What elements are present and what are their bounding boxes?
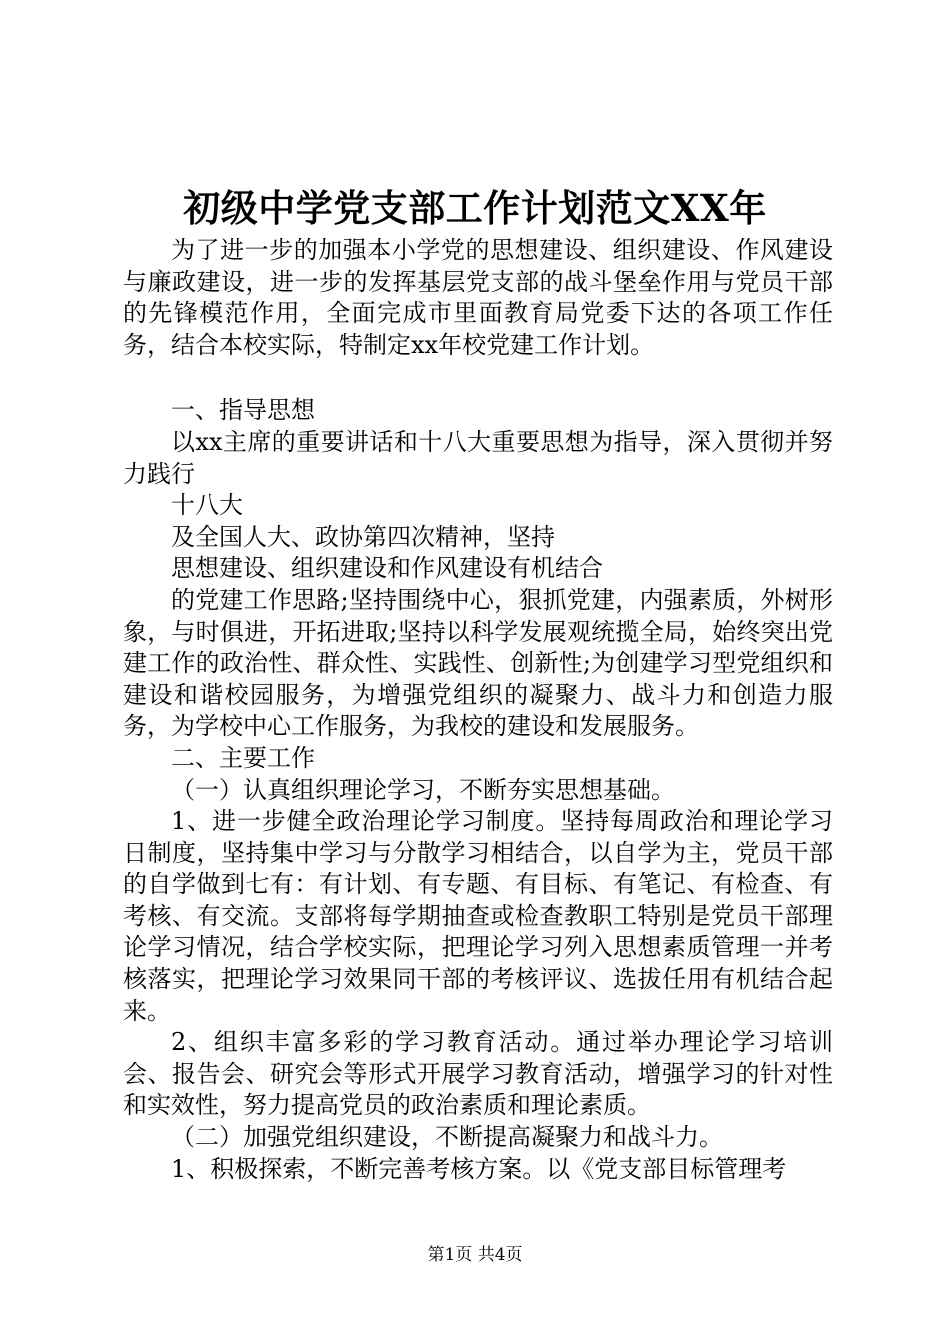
body-paragraph: 及全国人大、政协第四次精神，坚持 (171, 522, 555, 551)
body-paragraph: 十八大 (171, 491, 243, 520)
body-paragraph: 的党建工作思路;坚持围绕中心，狠抓党建，内强素质，外树形象，与时俱进，开拓进取;坚持以科学发展观统揽全局，始终突出党建工作的政治性、群众性、实践性、创新性;为创建学习型党组织和建设和谐校园服务，为增强党组织的凝聚力、战斗力和创造力服务，为学校中心工作服务，为我校的建设和发展服务。 (123, 585, 833, 741)
body-paragraph: 以xx主席的重要讲话和十八大重要思想为指导，深入贯彻并努力践行 (123, 427, 833, 488)
section-heading-guiding-thought: 一、指导思想 (171, 396, 315, 425)
section-heading-main-work: 二、主要工作 (171, 743, 315, 772)
body-paragraph: 思想建设、组织建设和作风建设有机结合 (171, 554, 603, 583)
body-paragraph: 2、组织丰富多彩的学习教育活动。通过举办理论学习培训会、报告会、研究会等形式开展学习教育活动，增强学习的针对性和实效性，努力提高党员的政治素质和理论素质。 (123, 1028, 833, 1120)
document-body (123, 235, 833, 1185)
document-title: 初级中学党支部工作计划范文XX年 (183, 186, 767, 230)
subsection-heading-1: （一）认真组织理论学习，不断夯实思想基础。 (171, 775, 675, 804)
body-paragraph: 1、进一步健全政治理论学习制度。坚持每周政治和理论学习日制度，坚持集中学习与分散学习相结合，以自学为主，党员干部的自学做到七有：有计划、有专题、有目标、有笔记、有检查、有考核、有交流。支部将每学期抽查或检查教职工特别是党员干部理论学习情况，结合学校实际，把理论学习列入思想素质管理一并考核落实，把理论学习效果同干部的考核评议、选拔任用有机结合起来。 (123, 807, 833, 1025)
subsection-heading-2: （二）加强党组织建设，不断提高凝聚力和战斗力。 (171, 1123, 723, 1152)
page-number-footer: 第1页 共4页 (427, 1245, 523, 1265)
intro-paragraph: 为了进一步的加强本小学党的思想建设、组织建设、作风建设与廉政建设，进一步的发挥基层党支部的战斗堡垒作用与党员干部的先锋模范作用，全面完成市里面教育局党委下达的各项工作任务，结合本校实际，特制定xx年校党建工作计划。 (123, 236, 833, 359)
body-paragraph: 1、积极探索，不断完善考核方案。以《党支部目标管理考 (171, 1154, 787, 1183)
